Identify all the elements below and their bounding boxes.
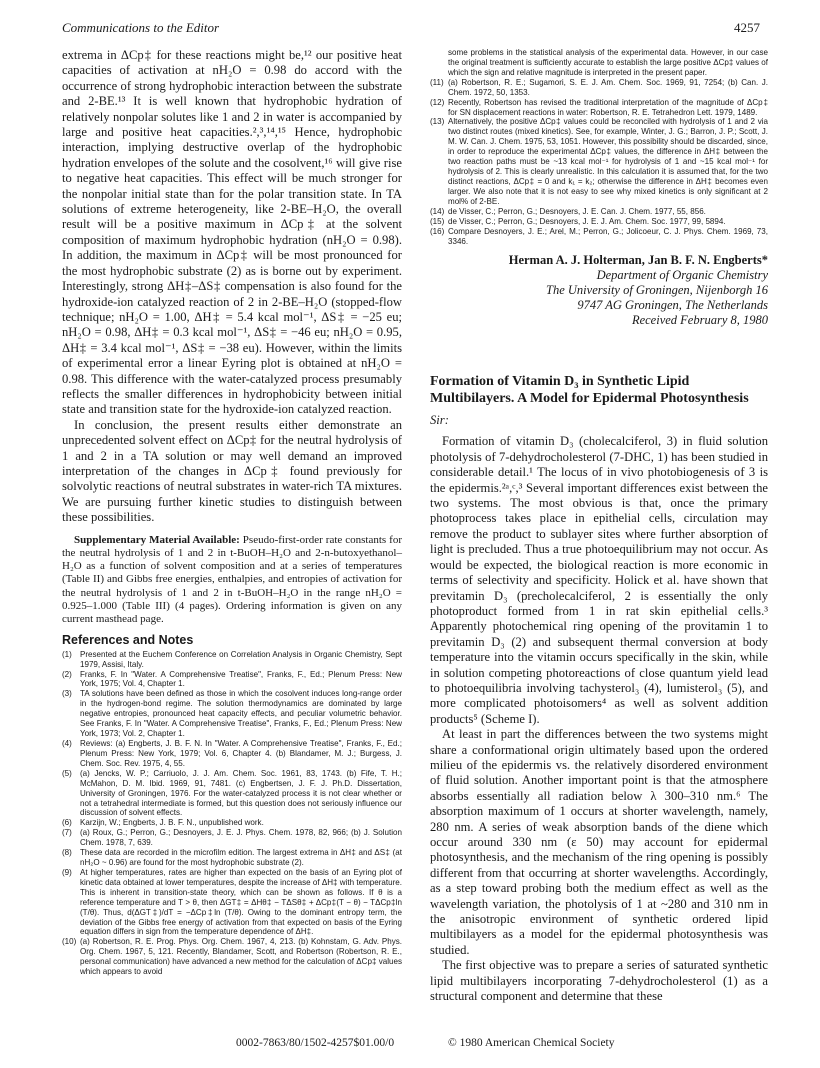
reference-number: (10) bbox=[62, 937, 77, 947]
reference-number: (11) bbox=[430, 77, 444, 87]
reference-number: (13) bbox=[430, 117, 445, 127]
body-paragraph: In conclusion, the present results either demonstrate an unprecedented solvent effect on ΔCp‡ for the neutral hydrolysis of 1 and 2 in a TA solution or may well demand an improved interpretation of the changes in ΔCp‡ found previously for solvolytic reactions of neutral substrates in water-rich TA mixtures. We are pursuing further kinetic studies to distinguish between these possibilities. bbox=[62, 417, 402, 525]
reference-item bbox=[62, 769, 402, 819]
reference-text: (a) Jencks, W. P.; Carriuolo, J. J. Am. Chem. Soc. 1961, 83, 1743. (b) Fife, T. H.; McMahon, D. M. Ibid. 1969, 91, 7481. (c) Engbertsen, J. F. J. Ph.D. Dissertation, University of Groningen, 1976. For the water-catalyzed process it is not clear whether or not a tetrahedral intermediate is formed, but this question does not seriously influence our discussion of solvent effects. bbox=[80, 768, 402, 818]
reference-item bbox=[62, 670, 402, 690]
affiliation-line: The University of Groningen, Nijenborgh 16 bbox=[546, 283, 768, 298]
reference-text: These data are recorded in the microfilm edition. The largest extrema in ΔH‡ and ΔS‡ (at nH₂O ~ 0.96) are found for the most hydrophobic substrate (2). bbox=[80, 848, 402, 868]
reference-item bbox=[430, 227, 768, 247]
reference-number: (14) bbox=[430, 206, 445, 216]
reference-item bbox=[62, 937, 402, 977]
running-header: Communications to the Editor bbox=[62, 20, 220, 35]
reference-item bbox=[430, 98, 768, 118]
reference-text: (a) Robertson, R. E.; Sugamori, S. E. J. Am. Chem. Soc. 1969, 91, 7254; (b) Can. J. Chem. 1972, 50, 1353. bbox=[448, 77, 768, 97]
body-paragraph: Formation of vitamin D₃ (cholecalciferol, 3) in fluid solution photolysis of 7-dehydrocholesterol (7-DHC, 1) has been studied in considerable detail.¹ The locus of in vivo photobiogenesis of 3 is the epidermis.²ᵃ,ᶜ,³ Several important differences exist between the two systems. The most obvious is that, once the primary photoprocess takes place in epithelial cells, circulation may remove the product to sublayer sites where further absorption of light is precluded. Thus a true photoequilibrium may not occur. As would be expected, the biological reaction is more economic in terms of selectivity and specificity. Holick et al. have shown that previtamin D₃ (precholecalciferol, 2 is essentially the only photoproduct formed from 1 in rat skin epithelial cells.³ Apparently photochemical ring opening of the provitamin 1 to previtamin D₃ (2) and subsequent thermal conversion at body temperature into the vitamin occurs specifically in the skin, while in solution competing photoreactions of close quantum yield lead to photoequilibria involving tachysterol₃ (4), lumisterol₃ (5), and more complicated photoisomers⁴ as well as solvent addition products⁵ (Scheme I). bbox=[430, 434, 768, 726]
reference-item bbox=[62, 739, 402, 769]
right-column bbox=[430, 48, 768, 1004]
reference-item bbox=[430, 217, 768, 227]
reference-item bbox=[62, 868, 402, 937]
reference-text: Franks, F. In "Water. A Comprehensive Treatise", Franks, F., Ed.; Plenum Press: New York, 1975; Vol. 4, Chapter 1. bbox=[80, 669, 402, 689]
reference-number: (1) bbox=[62, 649, 72, 659]
received-date: Received February 8, 1980 bbox=[631, 313, 768, 328]
affiliation-line: 9747 AG Groningen, The Netherlands bbox=[577, 298, 768, 313]
reference-text: de Visser, C.; Perron, G.; Desnoyers, J. E. Can. J. Chem. 1977, 55, 856. bbox=[448, 206, 706, 216]
supplementary-material bbox=[62, 534, 402, 627]
reference-text: Karzijn, W.; Engberts, J. B. F. N., unpublished work. bbox=[80, 818, 264, 828]
copyright-notice: © 1980 American Chemical Society bbox=[448, 1037, 615, 1049]
left-column bbox=[62, 48, 402, 977]
body-paragraph: extrema in ΔCp‡ for these reactions might be,¹² our positive heat capacities of activation at nH₂O = 0.98 do accord with the occurrence of strong hydrophobic interaction between the substrate and 2-BE.¹³ It is well known that hydrophobic hydration of relatively nonpolar solutes like 1 and 2 in water is accompanied by large and positive heat capacities.²,³,¹⁴,¹⁵ Hence, hydrophobic interaction, implying destructive overlap of the hydrophobic hydration envelopes of the solute and the cosolvent,¹⁶ will give rise to negative heat capacities. This effect will be much stronger for the nonpolar initial state than for the polar transition state. In TA solutions of extreme heterogeneity, like 2-BE–H₂O, the overall result will be a positive maximum in ΔCp‡ at the solvent composition of maximum hydrophobic hydration (nH₂O = 0.98). In addition, the maximum in ΔCp‡ will be most pronounced for the most hydrophobic substrate (2) as is borne out by experiment. Interestingly, strong ΔH‡–ΔS‡ compensation is also found for the hydroxide-ion catalyzed reaction of 2 in 2-BE–H₂O (stopped-flow technique; nH₂O = 1.00, ΔH‡ = 5.4 kcal mol⁻¹, ΔS‡ = −25 eu; nH₂O = 0.98, ΔH‡ = 0.3 kcal mol⁻¹, ΔS‡ = −46 eu; nH₂O = 0.95, ΔH‡ = 3.4 kcal mol⁻¹, ΔS‡ = −38 eu). However, within the limits of experimental error a linear Eyring plot is obtained at nH₂O = 0.98. This difference with the water-catalyzed process presumably reflects the smaller differences in hydrophobicity between initial state and transition state for the hydroxide-ion catalyzed reaction. bbox=[62, 48, 402, 417]
reference-text: Compare Desnoyers, J. E.; Arel, M.; Perron, G.; Jolicoeur, C. J. Phys. Chem. 1969, 73, 3346. bbox=[448, 226, 768, 246]
author-block bbox=[430, 252, 768, 328]
reference-number: (16) bbox=[430, 226, 445, 236]
reference-text: de Visser, C.; Perron, G.; Desnoyers, J. E. J. Am. Chem. Soc. 1977, 99, 5894. bbox=[448, 216, 726, 226]
reference-list-continued bbox=[430, 48, 768, 246]
reference-item bbox=[430, 78, 768, 98]
reference-text: Recently, Robertson has revised the traditional interpretation of the magnitude of ΔCp‡ for SN displacement reactions in water: Robertson, R. E. Tetrahedron Lett. 1979, 1489. bbox=[448, 97, 768, 117]
reference-number: (2) bbox=[62, 669, 72, 679]
body-paragraph: The first objective was to prepare a series of saturated synthetic lipid multibilayers incorporating 7-dehydrocholesterol (1) as a structural component and determine that these bbox=[430, 958, 768, 1004]
reference-text: (a) Robertson, R. E. Prog. Phys. Org. Chem. 1967, 4, 213. (b) Kohnstam, G. Adv. Phys. Org. Chem. 1967, 5, 121. Recently, Blandamer, Scott, and Robertson (Robertson, R. E., personal communication) have advanced a new method for the calculation of ΔCp‡ values which appears to avoid bbox=[80, 937, 402, 977]
reference-text: (a) Roux, G.; Perron, G.; Desnoyers, J. E. J. Phys. Chem. 1978, 82, 966; (b) J. Solution Chem. 1978, 7, 639. bbox=[80, 828, 402, 848]
supplementary-label: Supplementary Material Available: bbox=[74, 533, 240, 546]
reference-text: Alternatively, the positive ΔCp‡ values could be reconciled with hydrolysis of 1 and 2 via two distinct routes (mixed kinetics). See, for example, Winter, J. G.; Barron, J. P.; Scott, J. M. W. Can. J. Chem. 1975, 53, 1051. However, this possibility should be discarded, since, in order to reproduce the experimental ΔCp‡ values, the difference in ΔH‡ between the two reaction paths must be ~13 kcal mol⁻¹ for hydrolysis of 1 and ~15 kcal mol⁻¹ for hydrolysis of 2. This is clearly unrealistic. In this calculation it is assumed that, for the two distinct reactions, ΔCp‡ = 0 and k₁ = k₂; otherwise the difference in ΔH‡ becomes even larger. We also note that it is not easy to see why mixed kinetics is only significant at 2 mol% of 2-BE. bbox=[448, 117, 768, 206]
reference-item bbox=[62, 818, 402, 828]
reference-text: TA solutions have been defined as those in which the cosolvent induces long-range order in the hydrogen-bond regime. The solution thermodynamics are dominated by large negative entropies, pronounced heat capacity effects, and peculiar volumetric behavior. See Franks, F. In "Water. A Comprehensive Treatise", Franks, F., Ed.; Plenum Press: New York, 1973; Vol. 2, Chapter 1. bbox=[80, 689, 402, 739]
affiliation-line: Department of Organic Chemistry bbox=[596, 268, 768, 283]
reference-number: (9) bbox=[62, 867, 72, 877]
reference-text: Presented at the Euchem Conference on Correlation Analysis in Organic Chemistry, Sept 1979, Assisi, Italy. bbox=[80, 649, 402, 669]
reference-item bbox=[430, 117, 768, 206]
salutation: Sir: bbox=[430, 413, 449, 428]
reference-number: (3) bbox=[62, 689, 72, 699]
reference-number: (5) bbox=[62, 768, 72, 778]
reference-item bbox=[62, 848, 402, 868]
author-names: Herman A. J. Holterman, Jan B. F. N. Engberts* bbox=[508, 253, 768, 268]
reference-number: (15) bbox=[430, 216, 445, 226]
body-paragraph: At least in part the differences between the two systems might share a conformational origin ultimately based upon the ordered milieu of the epidermis vs. the relatively disordered environment of fluid solution. Another important point is that the atmosphere absorbs essentially all radiation below λ 300–310 nm.⁶ The absorption maximum of 1 occurs at shorter wavelength, namely, 280 nm. A series of weak absorption bands of the diene which occur around 330 nm (ε 50) may account for epidermal photosynthesis, and the mechanism of the ring opening is possibly different from that occurring at shorter wavelengths. Accordingly, as a step toward probing both the medium effect as well as the wavelength variation, the photolysis of 1 at ~280 and 310 nm in the anisotropic environment of synthetic ordered lipid multibilayers as a model for the epidermal photosynthesis was studied. bbox=[430, 727, 768, 957]
reference-item bbox=[62, 689, 402, 739]
issn-code: 0002-7863/80/1502-4257$01.00/0 bbox=[236, 1037, 395, 1049]
reference-item bbox=[62, 828, 402, 848]
reference-number: (12) bbox=[430, 97, 445, 107]
reference-text: Reviews: (a) Engberts, J. B. F. N. In "Water. A Comprehensive Treatise", Franks, F., Ed.; Plenum Press: New York, 1979; Vol. 6, Chapter 4. (b) Blandamer, M. J.; Burgess, J. Chem. Soc. Rev. 1975, 4, 55. bbox=[80, 738, 402, 768]
reference-item bbox=[62, 650, 402, 670]
article-title: Formation of Vitamin D₃ in Synthetic Lipid Multibilayers. A Model for Epidermal Photosynthesis bbox=[430, 374, 749, 406]
reference-text: some problems in the statistical analysis of the experimental data. However, in our case the original treatment is sufficiently accurate to establish the large positive ΔCp‡ values of which the sign and relative magnitude is interpreted in the present paper. bbox=[448, 48, 768, 77]
references-heading: References and Notes bbox=[62, 632, 194, 647]
reference-list bbox=[62, 650, 402, 977]
supplementary-text: Pseudo-first-order rate constants for the neutral hydrolysis of 1 and 2 in t-BuOH–H₂O and 2-n-butoxyethanol–H₂O as a function of solvent composition and at a series of temperatures (Table II) and Gibbs free energies, enthalpies, and entropies of activation for the neutral hydrolysis of 1 and 2 in t-BuOH–H₂O in the range nH₂O = 0.925–1.000 (Table III) (4 pages). Ordering information is given on any current masthead page. bbox=[62, 533, 402, 626]
reference-number: (8) bbox=[62, 848, 72, 858]
reference-text: At higher temperatures, rates are higher than expected on the basis of an Eyring plot of kinetic data obtained at lower temperatures, despite the increase of ΔH‡ with temperature. This is inherent in transition-state theory, which can be shown as follows. If θ is a reference temperature and T > θ, then ΔGT‡ = ΔHθ‡ − TΔSθ‡ + ΔCp‡(T − θ) − TΔCp‡ln (T/θ). Thus, d(ΔGT‡)/dT = −ΔCp‡ln (T/θ). Owing to the dominant entropy term, the deviation of the Gibbs free energy of activation from that expected on basis of the Eyring equation differs in sign from the temperature dependence of ΔH‡. bbox=[80, 867, 402, 937]
reference-number: (7) bbox=[62, 828, 72, 838]
reference-continuation bbox=[430, 48, 768, 78]
reference-number: (6) bbox=[62, 818, 72, 828]
page-number: 4257 bbox=[734, 20, 760, 35]
reference-item bbox=[430, 207, 768, 217]
reference-number: (4) bbox=[62, 738, 72, 748]
